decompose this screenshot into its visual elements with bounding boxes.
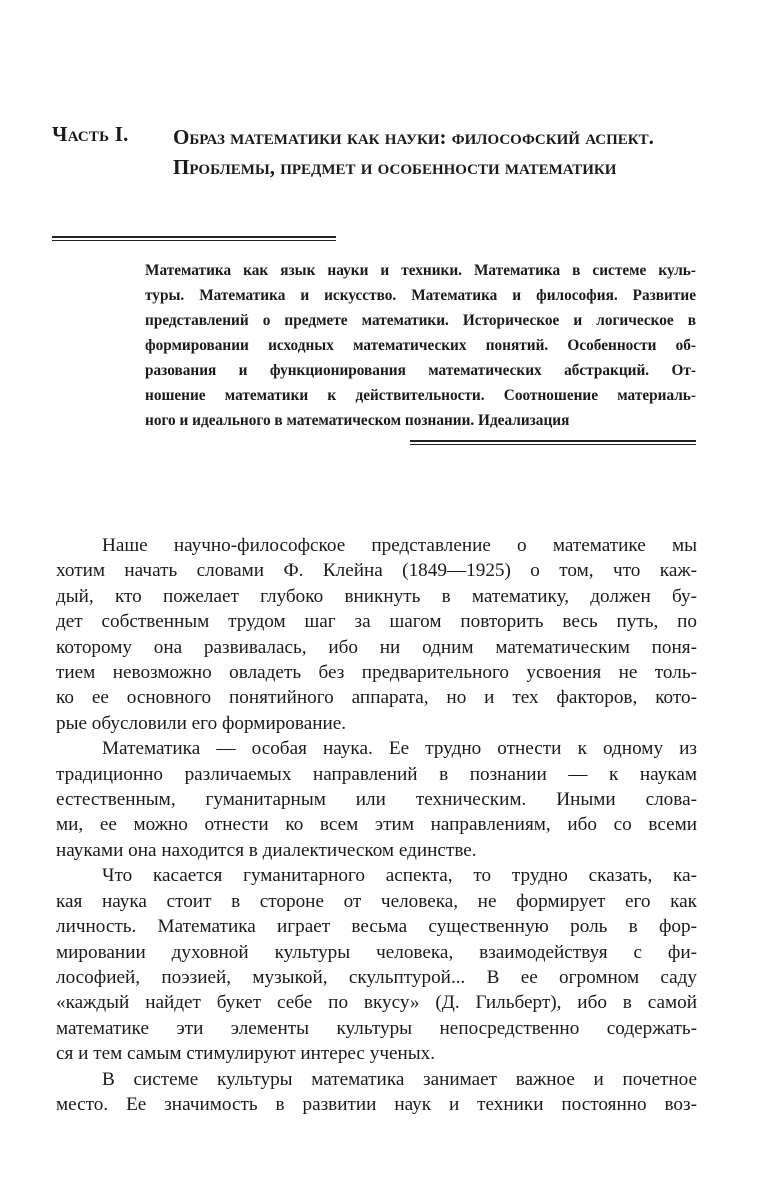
top-double-rule	[52, 236, 336, 242]
abstract-line: ного и идеального в математическом познании. Идеализация	[145, 412, 570, 429]
body-line: традиционно различаемых направлений в познании — к наукам	[56, 763, 697, 785]
body-line: дет собственным трудом шаг за шагом повторить весь путь, по	[56, 611, 697, 633]
body-line: рые обусловили его формирование.	[56, 712, 347, 734]
body-line: мировании духовной культуры человека, взаимодействуя с фи-	[56, 941, 697, 963]
part-title-line: Проблемы, предмет и особенности математики	[173, 155, 617, 179]
body-line: которому она развивалась, ибо ни одним математическим поня-	[56, 636, 697, 658]
abstract-line: Математика как язык науки и техники. Математика в системе куль-	[145, 262, 696, 279]
body-line: ми, ее можно отнести ко всем этим направлениям, ибо со всеми	[56, 814, 697, 836]
part-label: Часть I.	[52, 122, 129, 146]
body-line: Что касается гуманитарного аспекта, то трудно сказать, ка-	[102, 865, 697, 887]
chapter-abstract	[145, 258, 696, 433]
part-title-line: Образ математики как науки: философский аспект.	[173, 125, 654, 149]
body-line: личность. Математика играет весьма существенную роль в фор-	[56, 916, 697, 938]
body-line: науками она находится в диалектическом единстве.	[56, 839, 477, 861]
abstract-line: представлений о предмете математики. Историческое и логическое в	[145, 312, 696, 329]
body-line: хотим начать словами Ф. Клейна (1849—1925) о том, что каж-	[56, 560, 697, 582]
abstract-line: разования и функционирования математических абстракций. От-	[145, 362, 696, 379]
body-line: В системе культуры математика занимает важное и почетное	[102, 1068, 697, 1090]
body-line: математике эти элементы культуры непосредственно содержать-	[56, 1017, 697, 1039]
body-line: кая наука стоит в стороне от человека, не формирует его как	[56, 890, 697, 912]
body-line: естественным, гуманитарным или техническим. Иными слова-	[56, 789, 697, 811]
body-line: место. Ее значимость в развитии наук и техники постоянно воз-	[56, 1093, 697, 1115]
abstract-line: туры. Математика и искусство. Математика и философия. Развитие	[145, 287, 696, 304]
part-title	[173, 122, 733, 182]
body-line: Наше научно-философское представление о математике мы	[102, 535, 697, 556]
body-line: тием невозможно овладеть без предварительного усвоения не толь-	[56, 662, 697, 684]
body-line: ся и тем самым стимулируют интерес ученых.	[56, 1043, 436, 1065]
body-line: «каждый найдет букет себе по вкусу» (Д. Гильберт), ибо в самой	[56, 992, 697, 1014]
body-text	[56, 533, 697, 1117]
body-line: дый, кто пожелает глубоко вникнуть в математику, должен бу-	[56, 585, 697, 607]
body-line: лософией, поэзией, музыкой, скульптурой... В ее огромном саду	[56, 966, 697, 988]
abstract-line: формировании исходных математических понятий. Особенности об-	[145, 337, 696, 354]
abstract-line: ношение математики к действительности. Соотношение материаль-	[145, 387, 696, 404]
body-line: Математика — особая наука. Ее трудно отнести к одному из	[102, 738, 697, 760]
bottom-double-rule	[410, 440, 696, 446]
body-line: ко ее основного понятийного аппарата, но и тех факторов, кото-	[56, 687, 697, 709]
